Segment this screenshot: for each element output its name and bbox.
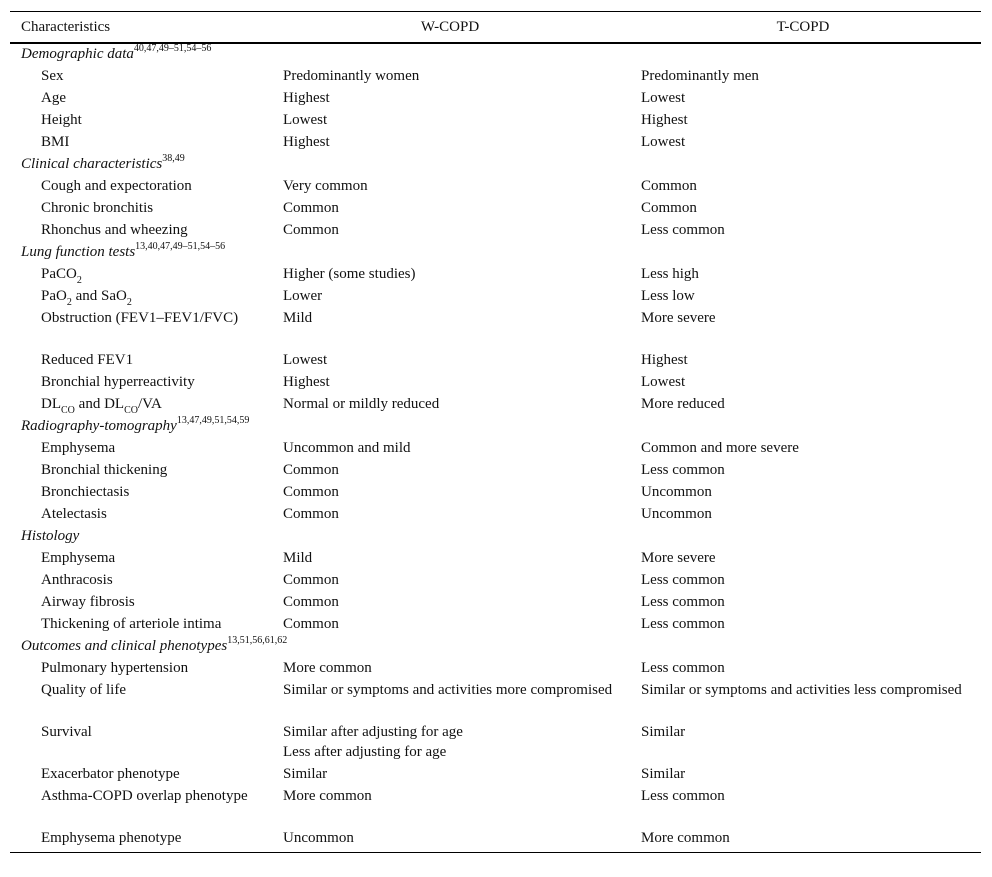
table-row [10,570,981,592]
t-copd-value: Less common [641,572,725,588]
table-row [10,482,981,504]
table-body [10,44,981,850]
w-copd-value: Very common [283,178,368,194]
table-row [10,132,981,154]
t-copd-value: Common and more severe [641,440,799,456]
w-copd-value: Common [283,594,339,610]
table-row [10,764,981,786]
t-copd-value: Less high [641,266,699,282]
table-row [10,350,981,372]
table-row [10,548,981,570]
section-header-row [10,242,981,264]
t-copd-value: Highest [641,112,688,128]
table-bottom-rule [10,852,981,853]
section-title [21,242,621,262]
w-copd-value: Common [283,222,339,238]
table-row [10,504,981,526]
w-copd-value: Normal or mildly reduced [283,396,440,412]
row-label: Anthracosis [41,572,113,588]
table-row [10,658,981,680]
section-header-row [10,636,981,658]
row-label: Cough and expectoration [41,178,192,194]
row-label: Atelectasis [41,506,107,522]
w-copd-value: Similar after adjusting for age Less after adjusting for age [283,724,463,760]
t-copd-value: More common [641,830,730,846]
table-row [10,286,981,308]
section-title-text: Histology [21,528,80,544]
row-label: Emphysema [41,440,116,456]
table-row [10,66,981,88]
w-copd-value: Uncommon and mild [283,440,411,456]
t-copd-value: Less common [641,616,725,632]
header-characteristics: Characteristics [21,19,111,35]
w-copd-value: Lowest [283,352,328,368]
row-label: BMI [41,134,70,150]
w-copd-value: Common [283,484,339,500]
w-copd-value: Similar or symptoms and activities more compromised [283,682,613,698]
w-copd-value: Common [283,572,339,588]
section-header-row [10,154,981,176]
row-label: Sex [41,68,64,84]
row-label: Emphysema phenotype [41,830,182,846]
t-copd-value: More severe [641,310,716,326]
t-copd-value: Predominantly men [641,68,759,84]
t-copd-value: Less common [641,660,725,676]
section-refs: 38,49 [162,153,185,164]
t-copd-value: More severe [641,550,716,566]
table-row [10,110,981,132]
header-t-copd: T-COPD [776,19,830,35]
table-row [10,372,981,394]
section-title-text: Outcomes and clinical phenotypes [21,638,228,654]
t-copd-value: Less common [641,462,725,478]
w-copd-value: Uncommon [283,830,354,846]
w-copd-value: Common [283,506,339,522]
section-header-row [10,526,981,548]
table-header [10,12,981,42]
w-copd-value: Higher (some studies) [283,266,416,282]
section-title-text: Lung function tests [21,244,136,260]
row-label: PaO$_2$ and SaO$_2$ [41,288,132,308]
t-copd-value: Lowest [641,374,686,390]
t-copd-value: Lowest [641,134,686,150]
t-copd-value: Uncommon [641,484,712,500]
subscript: CO [124,405,138,416]
w-copd-value: More common [283,660,372,676]
row-label: Bronchiectasis [41,484,130,500]
w-copd-value: Lower [283,288,323,304]
subscript: CO [61,405,75,416]
subscript: 2 [66,297,72,308]
w-copd-value: Common [283,200,339,216]
table-row [10,786,981,828]
row-label: Obstruction (FEV1–FEV1/FVC) [41,310,239,326]
w-copd-value: Common [283,462,339,478]
row-label: Pulmonary hypertension [41,660,189,676]
table-row [10,220,981,242]
header-w-copd: W-COPD [420,19,480,35]
subscript: 2 [76,275,82,286]
row-label: Quality of life [41,682,126,698]
row-label: Age [41,90,66,106]
row-label: $DL_{CO}$ and $DL_{CO}/VA$ [41,396,162,416]
t-copd-value: Similar [641,766,686,782]
w-copd-value: Highest [283,134,330,150]
row-label: Survival [41,724,92,740]
row-label: Airway fibrosis [41,594,135,610]
row-label: Rhonchus and wheezing [41,222,188,238]
row-label: Chronic bronchitis [41,200,154,216]
t-copd-value: Similar [641,724,686,740]
section-title-text: Demographic data [21,46,134,62]
table-row [10,88,981,110]
table-row [10,438,981,460]
table-row [10,680,981,722]
row-label: Reduced FEV1 [41,352,134,368]
section-title [21,416,621,436]
t-copd-value: Uncommon [641,506,712,522]
section-title-text: Clinical characteristics [21,156,163,172]
row-label: Bronchial hyperreactivity [41,374,195,390]
section-title [21,636,621,656]
section-title [21,44,621,64]
t-copd-value: Less common [641,594,725,610]
row-label: Thickening of arteriole intima [41,616,222,632]
t-copd-value: Less low [641,288,695,304]
row-label: PaCO$_2$ [41,266,82,286]
table-row [10,592,981,614]
subscript: 2 [126,297,132,308]
w-copd-value: Similar [283,766,328,782]
t-copd-value: More reduced [641,396,725,412]
w-copd-value: Predominantly women [283,68,420,84]
table-row [10,614,981,636]
section-refs: 13,40,47,49–51,54–56 [135,241,226,252]
t-copd-value: Less common [641,222,725,238]
w-copd-value: Lowest [283,112,328,128]
w-copd-value: Highest [283,374,330,390]
table-row [10,460,981,482]
t-copd-value: Common [641,178,697,194]
section-refs: 13,51,56,61,62 [227,635,288,646]
table-row [10,308,981,350]
section-title [21,154,621,174]
row-label: Bronchial thickening [41,462,168,478]
comparison-table [10,11,981,853]
table-row [10,176,981,198]
w-copd-value: Highest [283,90,330,106]
table-row [10,828,981,850]
table-row [10,722,981,764]
section-refs: 13,47,49,51,54,59 [176,415,250,426]
section-header-row [10,44,981,66]
row-label: Exacerbator phenotype [41,766,180,782]
w-copd-value: Mild [283,310,313,326]
t-copd-value: Common [641,200,697,216]
row-label: Asthma-COPD overlap phenotype [41,788,248,804]
row-label: Emphysema [41,550,116,566]
t-copd-value: Less common [641,788,725,804]
t-copd-value: Lowest [641,90,686,106]
section-header-row [10,416,981,438]
w-copd-value: More common [283,788,372,804]
table-row [10,394,981,416]
section-title [21,526,621,546]
table-row [10,264,981,286]
row-label: Height [41,112,82,128]
t-copd-value: Highest [641,352,688,368]
section-refs: 40,47,49–51,54–56 [133,43,212,54]
table-row [10,198,981,220]
t-copd-value: Similar or symptoms and activities less compromised [641,682,962,698]
w-copd-value: Common [283,616,339,632]
w-copd-value: Mild [283,550,313,566]
section-title-text: Radiography-tomography [21,418,177,434]
